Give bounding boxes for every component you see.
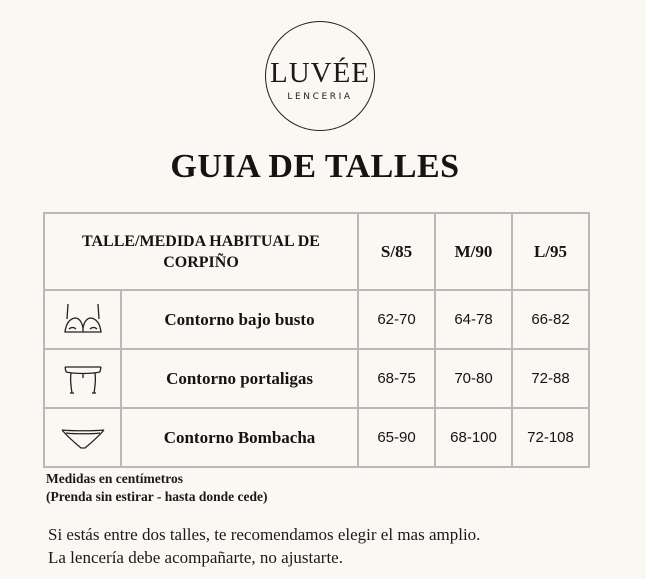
header-size-s: S/85 bbox=[358, 213, 435, 290]
row-label-bombacha: Contorno Bombacha bbox=[121, 408, 358, 467]
header-size-label: TALLE/MEDIDA HABITUAL DE CORPIÑO bbox=[44, 213, 358, 290]
value-bombacha-l: 72-108 bbox=[512, 408, 589, 467]
advice-line-2: La lencería debe acompañarte, no ajustarte. bbox=[48, 548, 343, 567]
row-label-bajo-busto: Contorno bajo busto bbox=[121, 290, 358, 349]
table-row-bombacha bbox=[44, 408, 589, 467]
garter-belt-icon bbox=[44, 349, 121, 408]
units-note: Medidas en centímetros bbox=[46, 471, 183, 486]
value-bajo-busto-s: 62-70 bbox=[358, 290, 435, 349]
row-label-portaligas: Contorno portaligas bbox=[121, 349, 358, 408]
value-bajo-busto-l: 66-82 bbox=[512, 290, 589, 349]
value-bombacha-s: 65-90 bbox=[358, 408, 435, 467]
table-header-row bbox=[44, 213, 589, 290]
value-bajo-busto-m: 64-78 bbox=[435, 290, 512, 349]
bra-icon bbox=[44, 290, 121, 349]
brand-logo bbox=[265, 21, 375, 131]
table-row-bajo-busto bbox=[44, 290, 589, 349]
logo-subtitle: LENCERIA bbox=[287, 92, 353, 102]
value-portaligas-m: 70-80 bbox=[435, 349, 512, 408]
page-title: GUIA DE TALLES bbox=[170, 148, 460, 185]
header-size-m: M/90 bbox=[435, 213, 512, 290]
advice-line-1: Si estás entre dos talles, te recomendamos elegir el mas amplio. bbox=[48, 525, 481, 544]
value-portaligas-l: 72-88 bbox=[512, 349, 589, 408]
value-portaligas-s: 68-75 bbox=[358, 349, 435, 408]
panty-icon bbox=[44, 408, 121, 467]
header-size-l: L/95 bbox=[512, 213, 589, 290]
logo-brand-name: LUVÉE bbox=[269, 57, 371, 89]
condition-note: (Prenda sin estirar - hasta donde cede) bbox=[46, 489, 268, 504]
size-guide-table bbox=[43, 212, 590, 468]
table-row-portaligas bbox=[44, 349, 589, 408]
value-bombacha-m: 68-100 bbox=[435, 408, 512, 467]
